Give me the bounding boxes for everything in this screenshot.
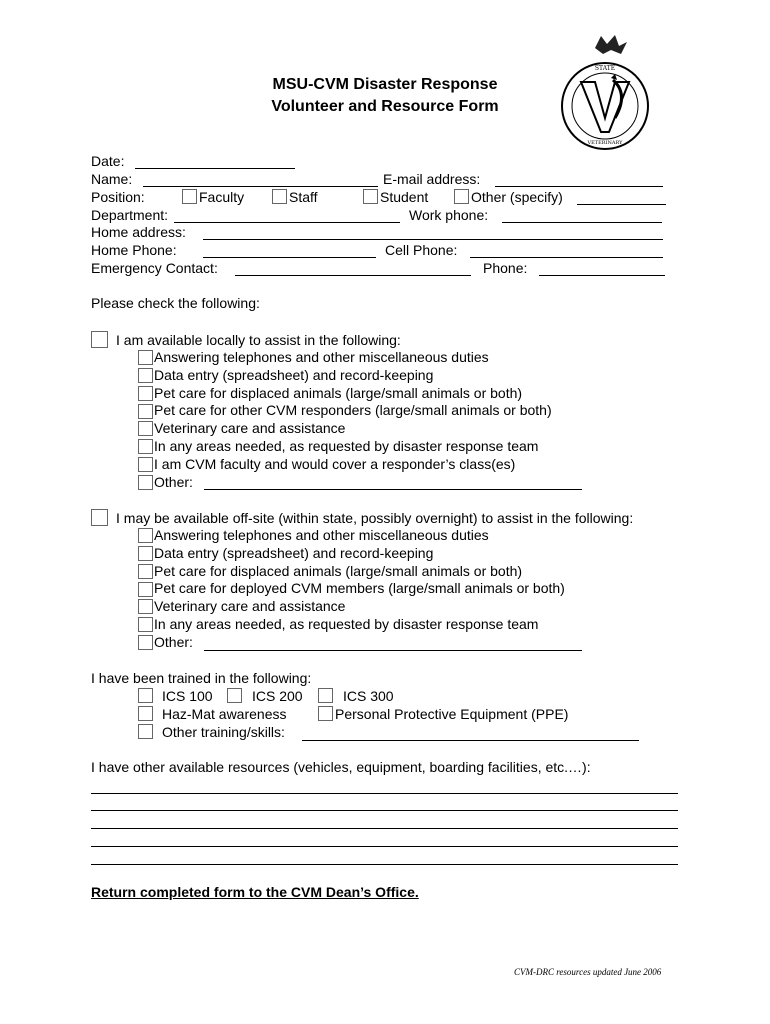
resources-line[interactable]: [91, 864, 678, 865]
local-item-label: Pet care for displaced animals (large/small animals or both): [154, 385, 523, 401]
local-item-checkbox[interactable]: [138, 421, 153, 436]
offsite-availability-checkbox[interactable]: [91, 509, 108, 526]
date-field[interactable]: [135, 168, 295, 169]
local-other-field[interactable]: [204, 489, 582, 490]
offsite-item-checkbox[interactable]: [138, 582, 153, 597]
local-other-label: Other:: [154, 474, 193, 490]
local-item-label: Veterinary care and assistance: [154, 420, 346, 436]
local-heading: I am available locally to assist in the following:: [116, 332, 401, 348]
name-field[interactable]: [143, 186, 378, 187]
offsite-item-label: Pet care for displaced animals (large/small animals or both): [154, 563, 523, 579]
offsite-item-checkbox[interactable]: [138, 528, 153, 543]
work-phone-label: Work phone:: [409, 207, 489, 223]
email-label: E-mail address:: [383, 171, 481, 187]
ics200-checkbox[interactable]: [227, 688, 242, 703]
local-item-label: I am CVM faculty and would cover a responder’s class(es): [154, 456, 516, 472]
email-field[interactable]: [495, 186, 663, 187]
offsite-other-label: Other:: [154, 634, 193, 650]
name-label: Name:: [91, 171, 133, 187]
emergency-contact-label: Emergency Contact:: [91, 260, 218, 276]
other-position-checkbox[interactable]: [454, 189, 469, 204]
home-address-label: Home address:: [91, 224, 186, 240]
local-item-checkbox[interactable]: [138, 404, 153, 419]
offsite-item-label: Pet care for deployed CVM members (large/small animals or both): [154, 580, 565, 596]
offsite-heading: I may be available off-site (within state, possibly overnight) to assist in the following:: [116, 510, 634, 526]
resources-line[interactable]: [91, 846, 678, 847]
emergency-phone-label: Phone:: [483, 260, 528, 276]
home-phone-label: Home Phone:: [91, 242, 177, 258]
other-training-checkbox[interactable]: [138, 724, 153, 739]
date-label: Date:: [91, 153, 125, 169]
ics100-label: ICS 100: [162, 688, 213, 704]
staff-checkbox[interactable]: [272, 189, 287, 204]
offsite-item-checkbox[interactable]: [138, 546, 153, 561]
student-checkbox[interactable]: [363, 189, 378, 204]
other-training-label: Other training/skills:: [162, 724, 285, 740]
offsite-other-field[interactable]: [204, 650, 582, 651]
offsite-other-checkbox[interactable]: [138, 635, 153, 650]
local-item-checkbox[interactable]: [138, 368, 153, 383]
ics100-checkbox[interactable]: [138, 688, 153, 703]
ics300-checkbox[interactable]: [318, 688, 333, 703]
faculty-checkbox[interactable]: [182, 189, 197, 204]
other-training-field[interactable]: [302, 740, 639, 741]
resources-line[interactable]: [91, 810, 678, 811]
local-item-label: Answering telephones and other miscellaneous duties: [154, 349, 489, 365]
training-heading: I have been trained in the following:: [91, 670, 312, 686]
local-item-label: Pet care for other CVM responders (large/small animals or both): [154, 402, 552, 418]
local-item-checkbox[interactable]: [138, 439, 153, 454]
ics300-label: ICS 300: [343, 688, 394, 704]
local-other-checkbox[interactable]: [138, 475, 153, 490]
form-title-line2: Volunteer and Resource Form: [271, 98, 499, 115]
emergency-contact-field[interactable]: [235, 275, 471, 276]
svg-text:VETERINARY: VETERINARY: [587, 140, 623, 146]
faculty-label: Faculty: [199, 189, 245, 205]
resources-heading: I have other available resources (vehicles, equipment, boarding facilities, etc.…):: [91, 759, 591, 775]
ics200-label: ICS 200: [252, 688, 303, 704]
local-item-checkbox[interactable]: [138, 350, 153, 365]
position-label: Position:: [91, 189, 145, 205]
return-instructions: Return completed form to the CVM Dean’s Office.: [91, 884, 419, 900]
offsite-item-label: Data entry (spreadsheet) and record-keeping: [154, 545, 434, 561]
local-item-label: Data entry (spreadsheet) and record-keeping: [154, 367, 434, 383]
other-specify-label: Other (specify): [471, 189, 563, 205]
student-label: Student: [380, 189, 429, 205]
hazmat-label: Haz-Mat awareness: [162, 706, 287, 722]
offsite-item-label: Veterinary care and assistance: [154, 598, 346, 614]
form-title-line1: MSU-CVM Disaster Response: [272, 76, 498, 93]
local-availability-checkbox[interactable]: [91, 331, 108, 348]
svg-text:STATE: STATE: [594, 65, 616, 72]
offsite-item-checkbox[interactable]: [138, 599, 153, 614]
offsite-item-label: Answering telephones and other miscellaneous duties: [154, 527, 489, 543]
department-field[interactable]: [174, 222, 400, 223]
emergency-phone-field[interactable]: [539, 275, 665, 276]
local-item-checkbox[interactable]: [138, 386, 153, 401]
cell-phone-field[interactable]: [470, 257, 663, 258]
local-item-label: In any areas needed, as requested by disaster response team: [154, 438, 539, 454]
ppe-checkbox[interactable]: [318, 706, 333, 721]
cell-phone-label: Cell Phone:: [385, 242, 458, 258]
department-label: Department:: [91, 207, 169, 223]
work-phone-field[interactable]: [502, 222, 662, 223]
staff-label: Staff: [289, 189, 318, 205]
home-address-field[interactable]: [203, 239, 663, 240]
offsite-item-label: In any areas needed, as requested by disaster response team: [154, 616, 539, 632]
other-position-field[interactable]: [577, 204, 666, 205]
resources-line[interactable]: [91, 793, 678, 794]
home-phone-field[interactable]: [203, 257, 376, 258]
offsite-item-checkbox[interactable]: [138, 564, 153, 579]
instructions-text: Please check the following:: [91, 295, 260, 311]
resources-line[interactable]: [91, 828, 678, 829]
hazmat-checkbox[interactable]: [138, 706, 153, 721]
footer-note: CVM-DRC resources updated June 2006: [514, 967, 662, 977]
ppe-label: Personal Protective Equipment (PPE): [335, 706, 569, 722]
local-item-checkbox[interactable]: [138, 457, 153, 472]
offsite-item-checkbox[interactable]: [138, 617, 153, 632]
